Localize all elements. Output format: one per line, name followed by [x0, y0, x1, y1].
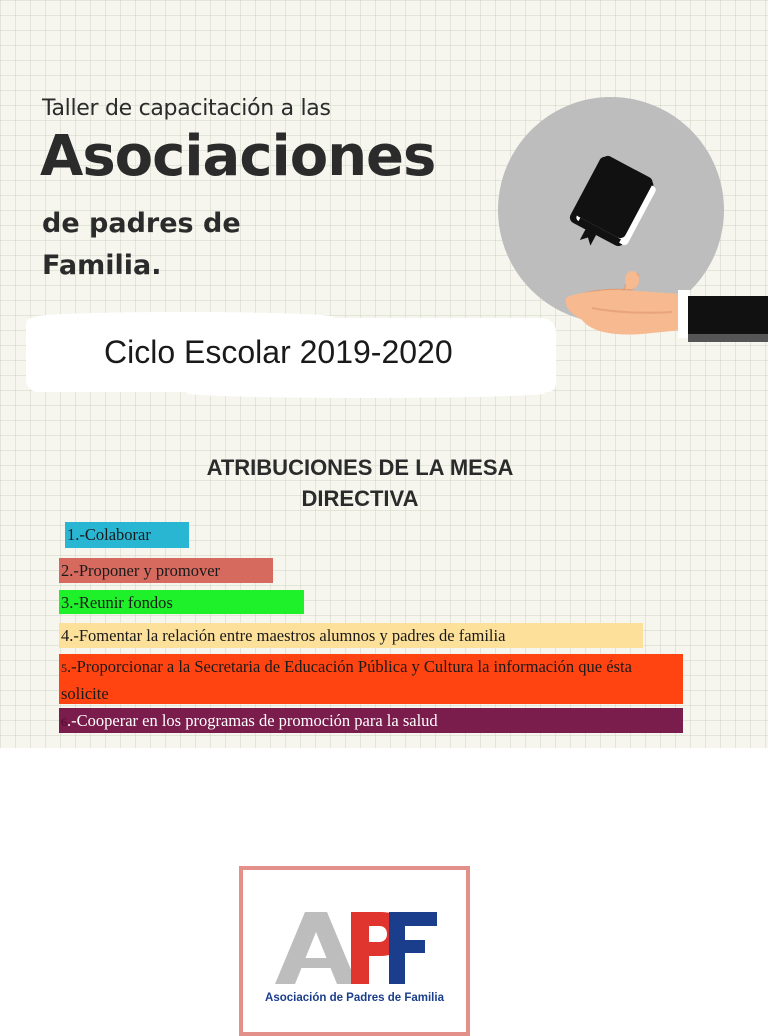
section-title-line-2: DIRECTIVA: [301, 486, 419, 511]
list-item-number: 6: [61, 715, 67, 729]
apf-logo: [239, 866, 470, 1036]
title-line-4: Familia.: [42, 250, 162, 281]
list-item: 4.-Fomentar la relación entre maestros alumnos y padres de familia: [59, 623, 643, 648]
logo-caption: Asociación de Padres de Familia: [265, 992, 444, 1004]
section-title-line-1: ATRIBUCIONES DE LA MESA: [206, 455, 514, 480]
list-item-number: 5: [61, 661, 67, 675]
school-year-label: Ciclo Escolar 2019-2020: [104, 334, 453, 370]
list-item: 3.-Reunir fondos: [59, 590, 304, 614]
list-item: 2.-Proponer y promover: [59, 558, 273, 583]
section-title: [150, 452, 570, 514]
title-line-3: de padres de: [42, 208, 241, 239]
list-item-text: .-Proporcionar a la Secretaria de Educación Pública y Cultura la información que ésta solicite: [61, 657, 632, 703]
apf-logo-mark: [271, 904, 441, 988]
book-icon: [560, 155, 664, 255]
list-item: 1.-Colaborar: [65, 522, 189, 548]
list-item-text: .-Cooperar en los programas de promoción para la salud: [67, 711, 438, 730]
list-item: [59, 708, 683, 733]
list-item: [59, 654, 683, 704]
title-main: Asociaciones: [40, 124, 436, 189]
hand-icon: [562, 268, 768, 348]
title-line-1: Taller de capacitación a las: [42, 96, 331, 121]
